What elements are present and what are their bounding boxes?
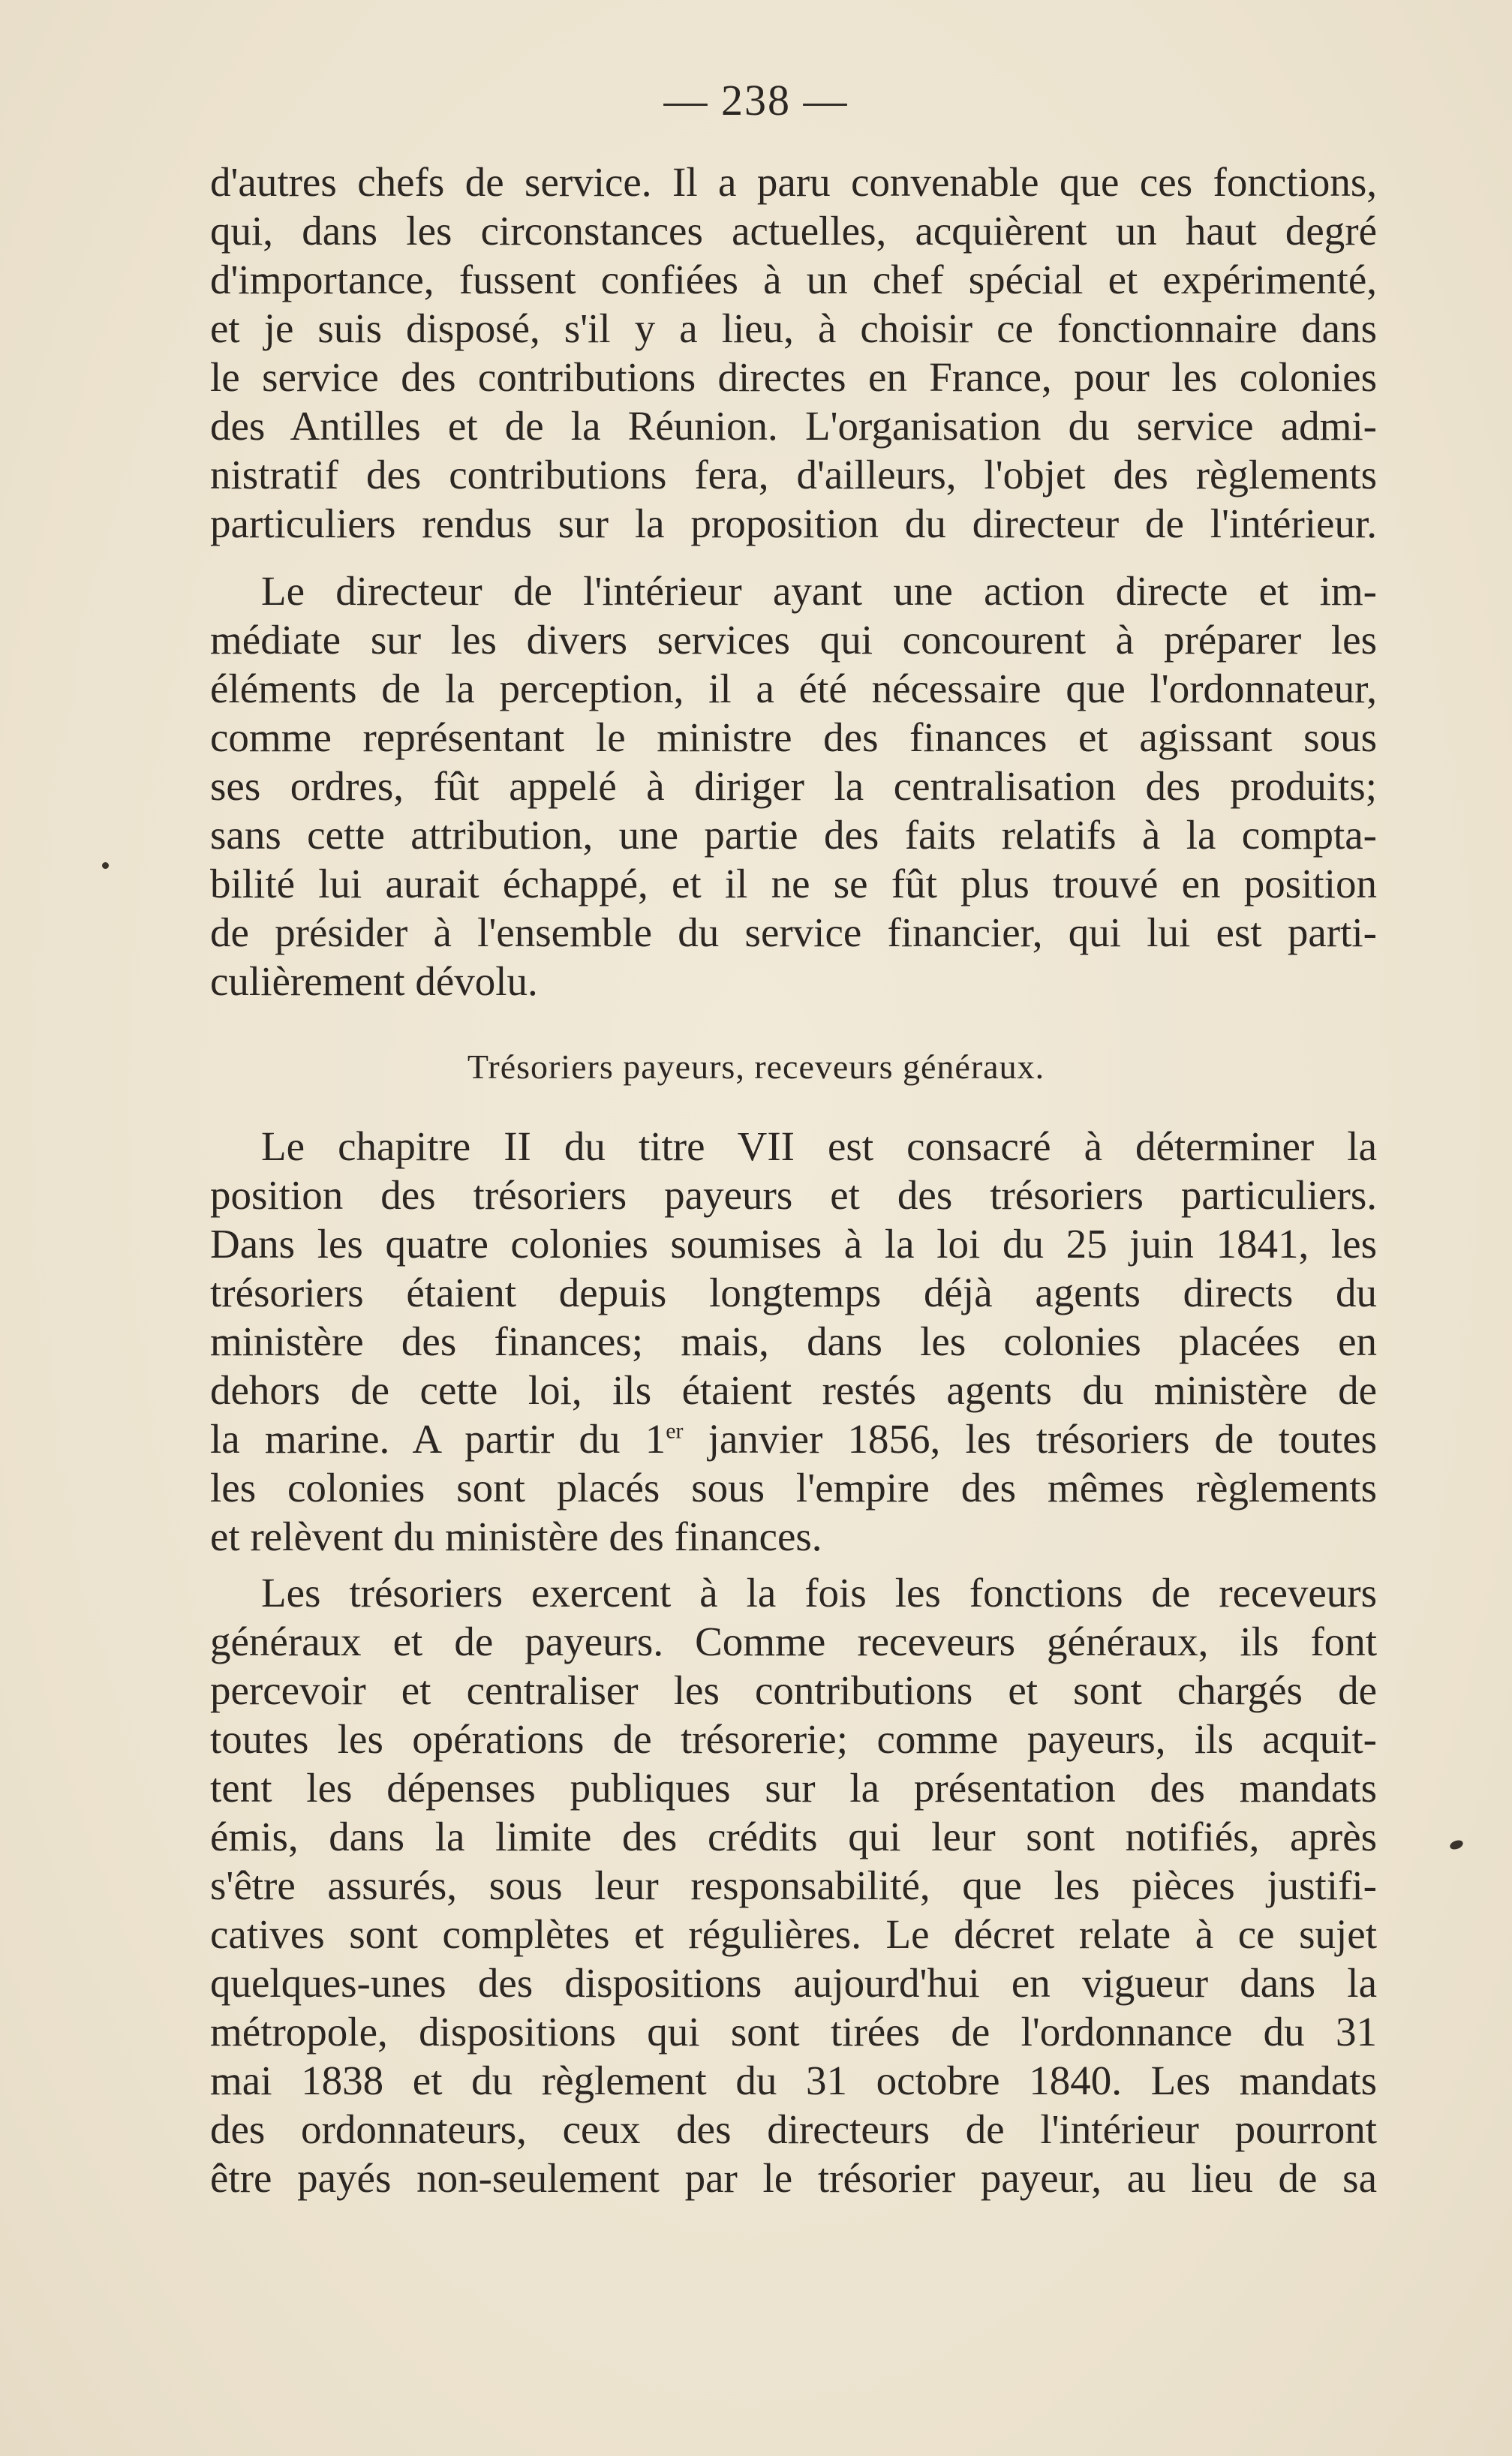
- text-line: toutes les opérations de trésorerie; comme payeurs, ils acquit-: [210, 1716, 1377, 1762]
- text-line: bilité lui aurait échappé, et il ne se fût plus trouvé en position: [210, 861, 1377, 906]
- text-line: des Antilles et de la Réunion. L'organisation du service admi-: [210, 403, 1377, 449]
- text-line: les colonies sont placés sous l'empire des mêmes règlements: [210, 1465, 1377, 1511]
- text-line: Le directeur de l'intérieur ayant une action directe et im-: [261, 568, 1377, 614]
- text-line: tent les dépenses publiques sur la présentation des mandats: [210, 1765, 1377, 1811]
- text-line: médiate sur les divers services qui concourent à préparer les: [210, 617, 1377, 663]
- text-line: percevoir et centraliser les contributions et sont chargés de: [210, 1667, 1377, 1713]
- paragraph-3: [210, 1122, 1377, 1561]
- text-line: particuliers rendus sur la proposition du directeur de l'intérieur.: [210, 501, 1377, 546]
- text-line: métropole, dispositions qui sont tirées de l'ordonnance du 31: [210, 2009, 1377, 2055]
- text-line: catives sont complètes et régulières. Le décret relate à ce sujet: [210, 1911, 1377, 1957]
- text-line: généraux et de payeurs. Comme receveurs généraux, ils font: [210, 1619, 1377, 1664]
- section-heading: Trésoriers payeurs, receveurs généraux.: [467, 1048, 1045, 1086]
- text-line: dehors de cette loi, ils étaient restés agents du ministère de: [210, 1367, 1377, 1413]
- text-line: ministère des finances; mais, dans les colonies placées en: [210, 1318, 1377, 1364]
- text-line: d'importance, fussent confiées à un chef spécial et expérimenté,: [210, 257, 1377, 302]
- text-line: et relèvent du ministère des finances.: [210, 1514, 822, 1559]
- text-line: Le chapitre II du titre VII est consacré à déterminer la: [261, 1123, 1377, 1169]
- text-line: Dans les quatre colonies soumises à la loi du 25 juin 1841, les: [210, 1221, 1377, 1267]
- paragraph-4: [210, 1568, 1377, 2202]
- ink-speck: [1449, 1838, 1465, 1850]
- text-line: éléments de la perception, il a été nécessaire que l'ordonnateur,: [210, 666, 1377, 711]
- text-line: le service des contributions directes en France, pour les colonies: [210, 354, 1377, 400]
- text-line: et je suis disposé, s'il y a lieu, à choisir ce fonctionnaire dans: [210, 305, 1377, 351]
- ink-speck: [102, 862, 109, 869]
- text-line: mai 1838 et du règlement du 31 octobre 1840. Les mandats: [210, 2058, 1377, 2103]
- text-line: des ordonnateurs, ceux des directeurs de l'intérieur pourront: [210, 2106, 1377, 2152]
- text-line: s'être assurés, sous leur responsabilité, que les pièces justifi-: [210, 1862, 1377, 1908]
- text-line: position des trésoriers payeurs et des trésoriers particuliers.: [210, 1172, 1377, 1218]
- text-line: culièrement dévolu.: [210, 958, 538, 1004]
- text-line: sans cette attribution, une partie des faits relatifs à la compta-: [210, 812, 1377, 858]
- paragraph-2: [210, 567, 1377, 1006]
- text-line: nistratif des contributions fera, d'ailleurs, l'objet des règlements: [210, 452, 1377, 498]
- text-line: émis, dans la limite des crédits qui leur sont notifiés, après: [210, 1814, 1377, 1859]
- text-line: être payés non-seulement par le trésorier payeur, au lieu de sa: [210, 2155, 1377, 2201]
- text-line: la marine. A partir du 1er janvier 1856, les trésoriers de toutes: [210, 1416, 1377, 1462]
- text-line: d'autres chefs de service. Il a paru convenable que ces fonctions,: [210, 159, 1377, 205]
- page-number: — 238 —: [663, 76, 849, 125]
- text-line: quelques-unes des dispositions aujourd'hui en vigueur dans la: [210, 1960, 1377, 2006]
- text-line: Les trésoriers exercent à la fois les fonctions de receveurs: [261, 1570, 1377, 1616]
- text-line: comme représentant le ministre des finances et agissant sous: [210, 714, 1377, 760]
- text-line: qui, dans les circonstances actuelles, acquièrent un haut degré: [210, 208, 1377, 254]
- paragraph-1: [210, 158, 1377, 548]
- text-line: trésoriers étaient depuis longtemps déjà agents directs du: [210, 1270, 1377, 1315]
- text-line: ses ordres, fût appelé à diriger la centralisation des produits;: [210, 763, 1377, 809]
- text-line: de présider à l'ensemble du service financier, qui lui est parti-: [210, 909, 1377, 955]
